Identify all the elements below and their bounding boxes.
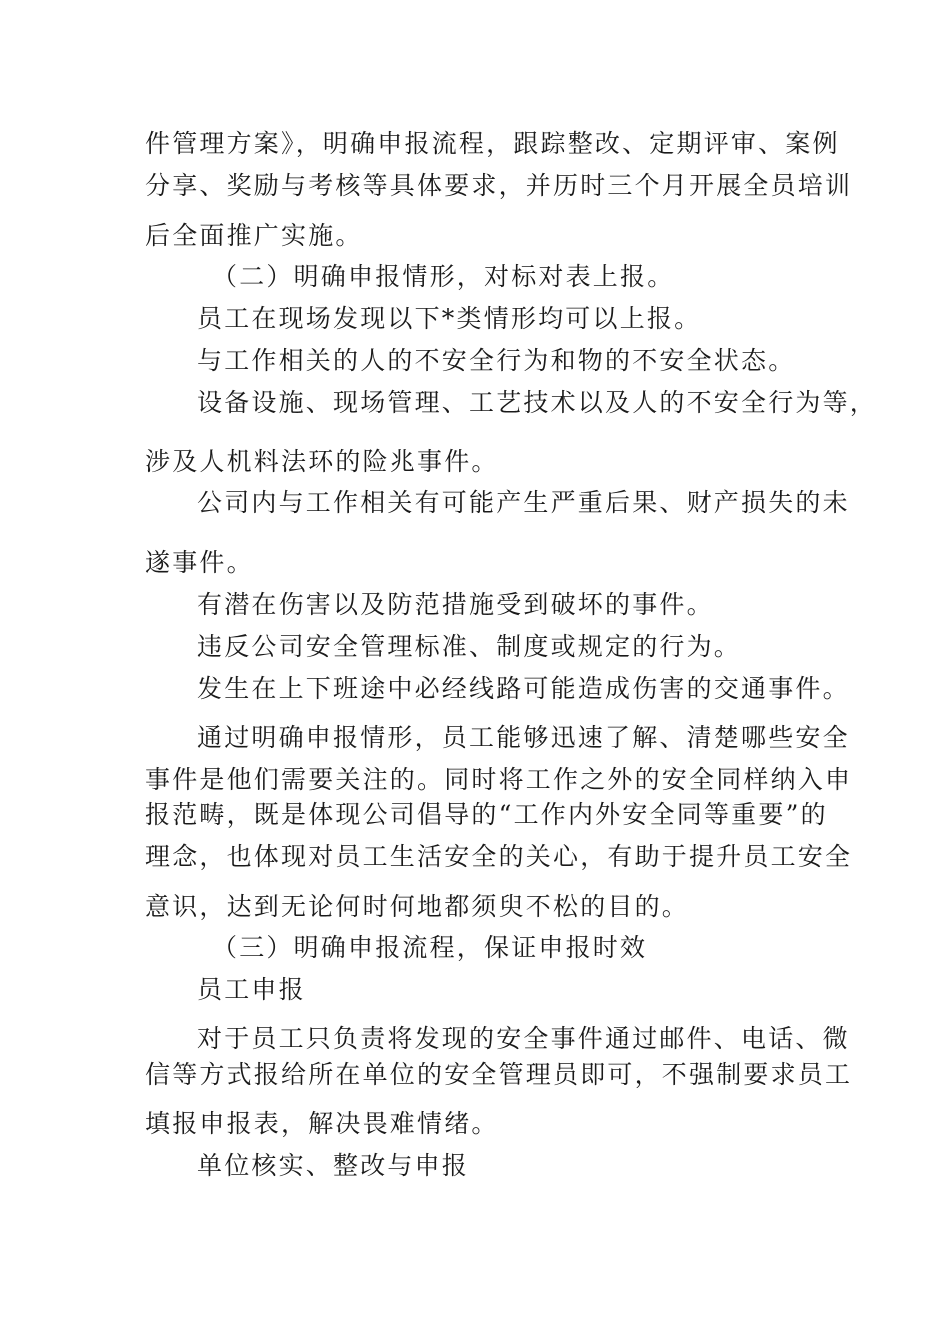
section-heading: （三）明确申报流程，保证申报时效 <box>212 933 648 962</box>
text-line: 分享、奖励与考核等具体要求，并历时三个月开展全员培训 <box>145 171 853 200</box>
subheading: 单位核实、整改与申报 <box>197 1151 470 1180</box>
text-line: 信等方式报给所在单位的安全管理员即可，不强制要求员工 <box>145 1060 853 1089</box>
text-line: 理念，也体现对员工生活安全的关心，有助于提升员工安全 <box>145 842 853 871</box>
text-line: 报范畴，既是体现公司倡导的“工作内外安全同等重要”的 <box>145 800 828 829</box>
list-item: 公司内与工作相关有可能产生严重后果、财产损失的未 <box>197 488 850 517</box>
list-item: 违反公司安全管理标准、制度或规定的行为。 <box>197 632 742 661</box>
text-line: 件管理方案》，明确申报流程，跟踪整改、定期评审、案例 <box>145 129 840 158</box>
text-line: 意识，达到无论何时何地都须臾不松的目的。 <box>145 892 690 921</box>
text-line: 对于员工只负责将发现的安全事件通过邮件、电话、微 <box>197 1024 850 1053</box>
list-item: 有潜在伤害以及防范措施受到破坏的事件。 <box>197 590 714 619</box>
text-line: 涉及人机料法环的险兆事件。 <box>145 447 499 476</box>
text-line: 后全面推广实施。 <box>145 221 363 250</box>
text-line: 遂事件。 <box>145 548 254 577</box>
text-line: 填报申报表，解决畏难情绪。 <box>145 1109 499 1138</box>
text-line: 员工在现场发现以下*类情形均可以上报。 <box>197 304 702 333</box>
list-item: 与工作相关的人的不安全行为和物的不安全状态。 <box>197 346 796 375</box>
list-item: 设备设施、现场管理、工艺技术以及人的不安全行为等， <box>197 388 878 417</box>
text-line: 事件是他们需要关注的。同时将工作之外的安全同样纳入申 <box>145 765 853 794</box>
section-heading: （二）明确申报情形，对标对表上报。 <box>212 262 675 291</box>
text-line: 通过明确申报情形，员工能够迅速了解、清楚哪些安全 <box>197 723 850 752</box>
subheading: 员工申报 <box>197 975 306 1004</box>
list-item: 发生在上下班途中必经线路可能造成伤害的交通事件。 <box>197 674 850 703</box>
